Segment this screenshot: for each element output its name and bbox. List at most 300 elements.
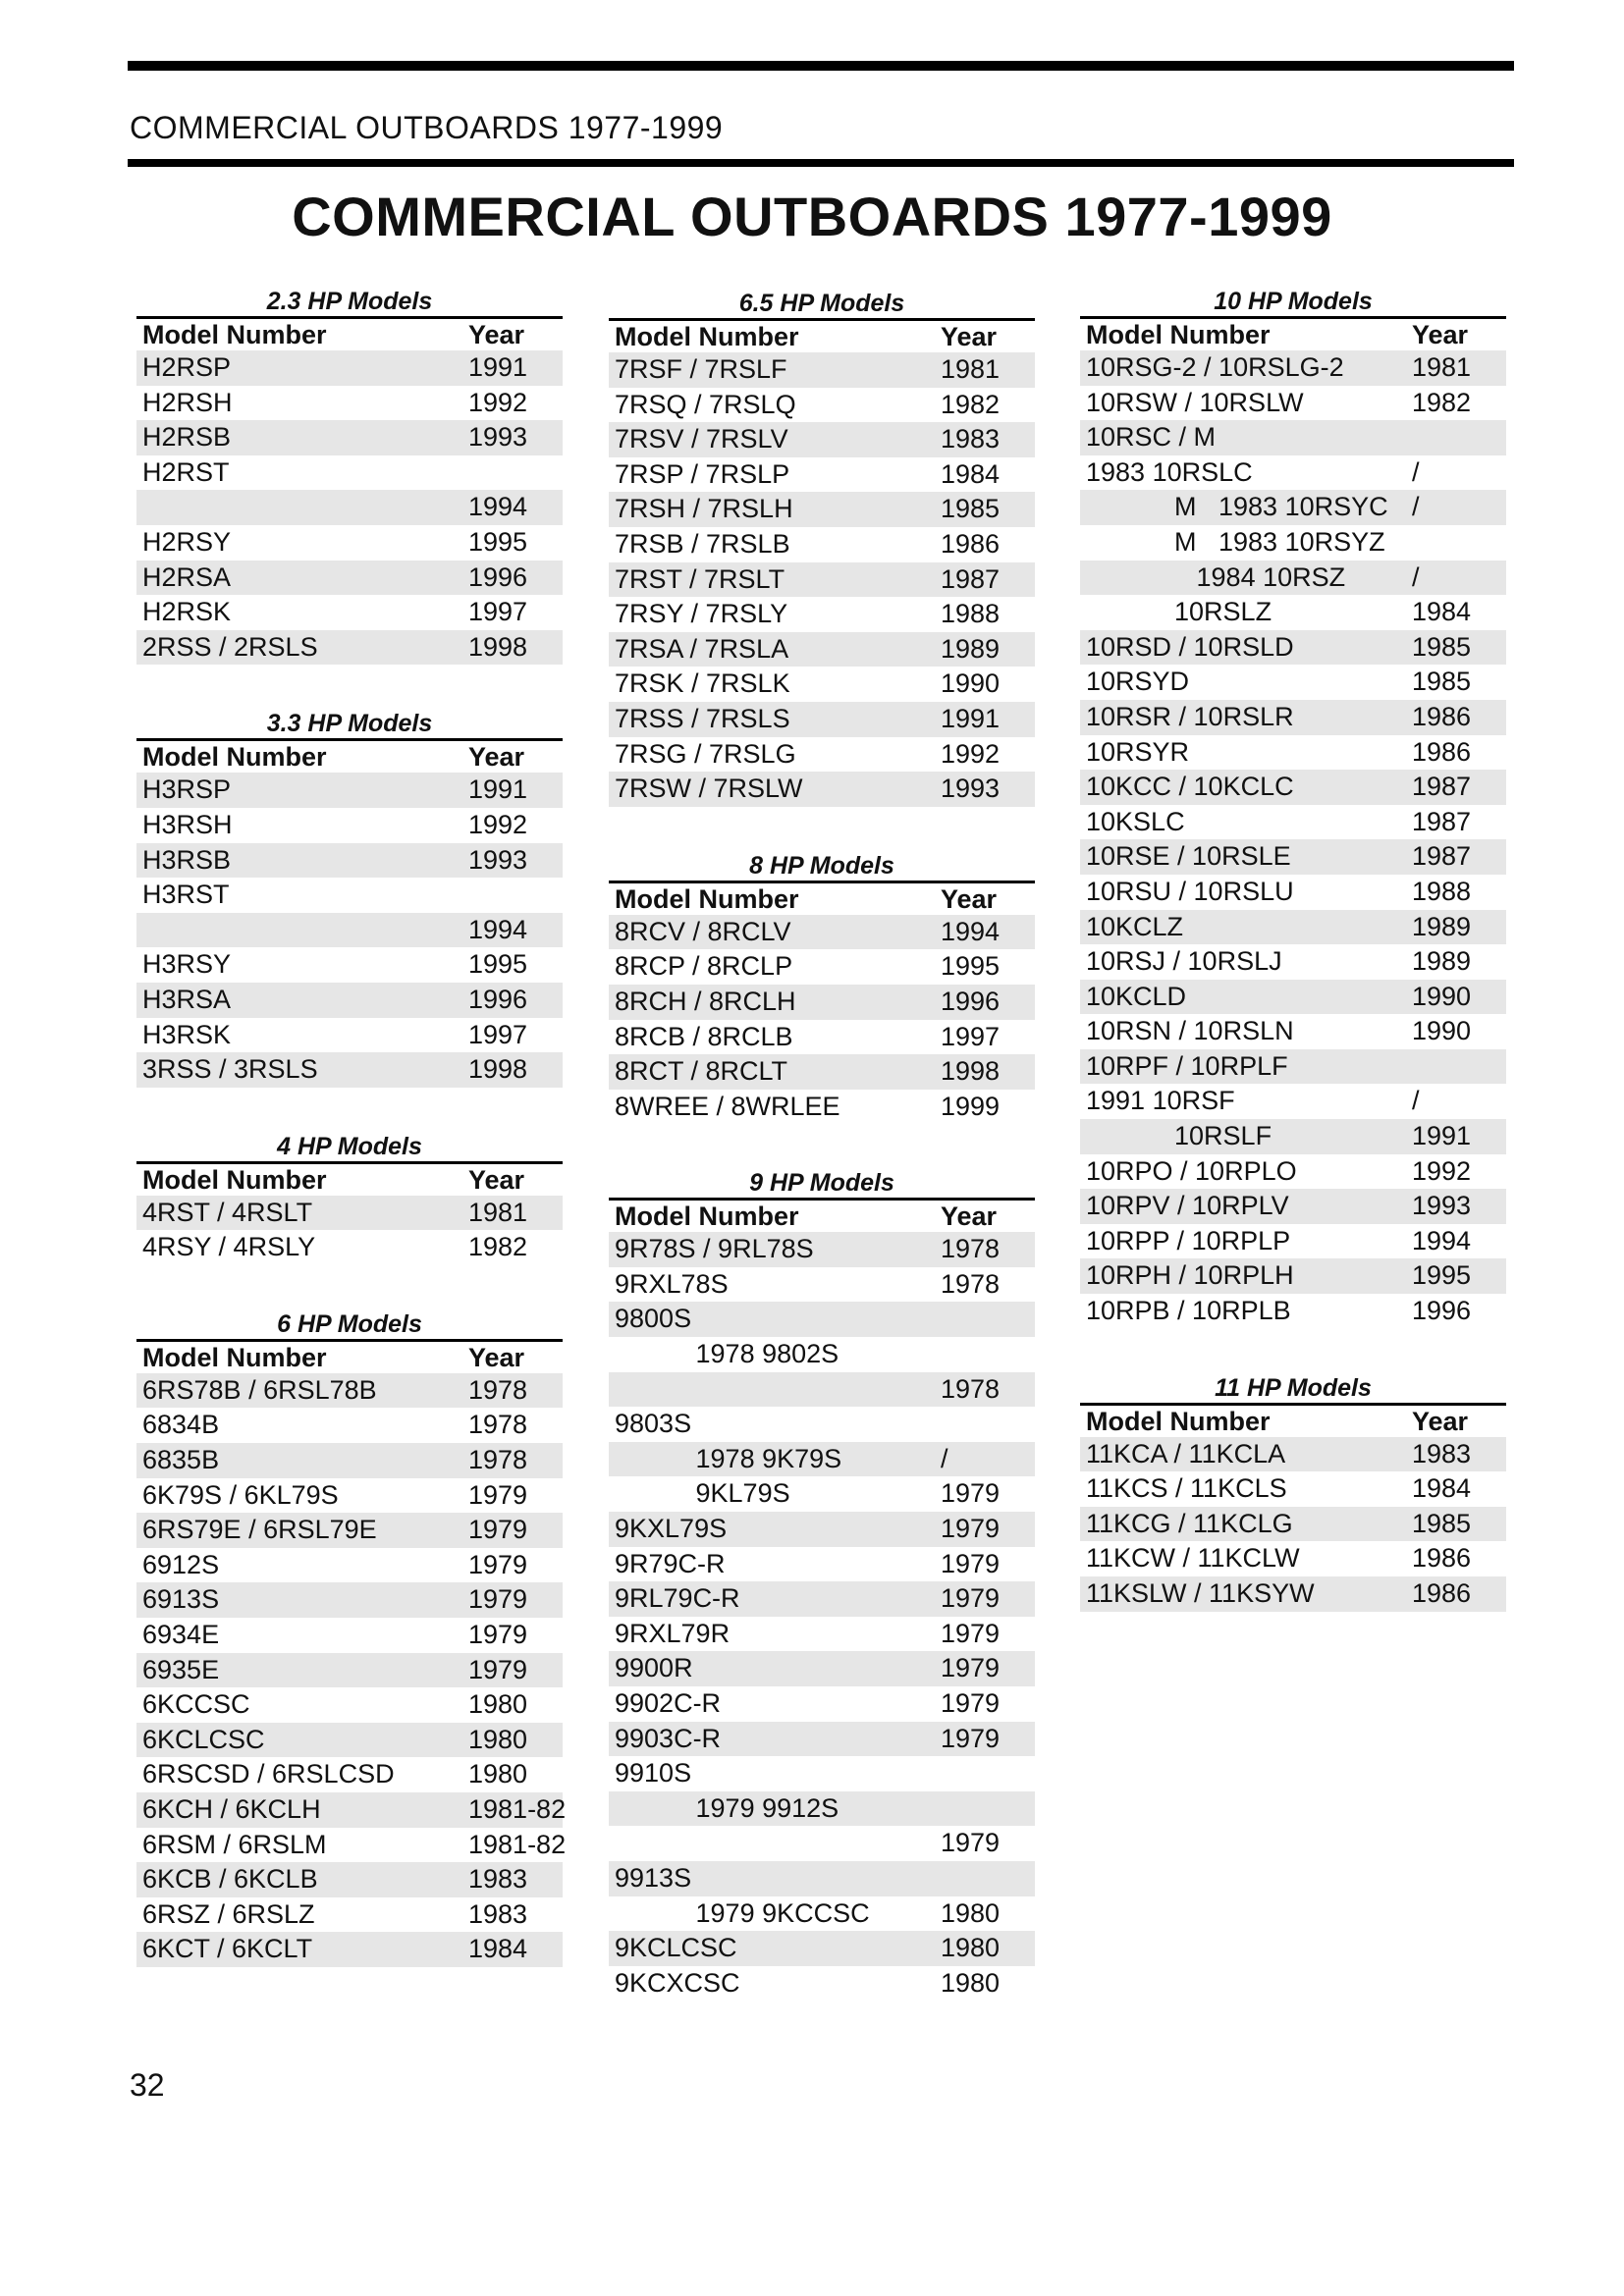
model-number-cell: 10RSD / 10RSLD <box>1086 631 1294 662</box>
table-row <box>136 1230 563 1265</box>
year-cell: 1984 <box>468 1934 528 1964</box>
model-number-cell: 4RSY / 4RSLY <box>142 1232 316 1262</box>
year-cell: 1986 <box>1412 736 1472 767</box>
model-number-cell: 9R79C-R <box>615 1548 726 1578</box>
table-row <box>1080 1119 1506 1154</box>
model-number-cell: 8RCP / 8RCLP <box>615 951 793 982</box>
header-year: Year <box>941 322 998 351</box>
year-cell: 1999 <box>941 1091 1001 1121</box>
model-number-cell: 10RSLZ <box>1086 597 1272 627</box>
table-row <box>136 1687 563 1723</box>
year-cell: 1979 <box>468 1515 528 1545</box>
table-row <box>609 1302 1035 1337</box>
model-number-cell <box>136 490 468 525</box>
year-cell: 1992 <box>468 387 528 417</box>
model-number-cell: 10RPP / 10RPLP <box>1086 1225 1291 1255</box>
year-cell: / <box>1412 1086 1420 1116</box>
model-number-cell: 9910S <box>615 1758 692 1789</box>
model-number-cell: H2RSK <box>142 597 232 627</box>
year-cell: 1990 <box>1412 1016 1472 1046</box>
year-cell <box>1412 525 1506 561</box>
table-row <box>136 1792 567 1828</box>
model-table <box>136 1132 563 1265</box>
table-row <box>1080 1437 1506 1472</box>
model-number-cell: 10RSYR <box>1086 736 1190 767</box>
column-1 <box>136 287 567 2011</box>
table-row <box>136 1513 563 1548</box>
year-cell: 1981 <box>1412 352 1472 382</box>
model-number-cell: 11KCG / 11KCLG <box>1086 1508 1293 1538</box>
year-cell: 1990 <box>941 668 1001 699</box>
table-row <box>1080 1084 1506 1119</box>
model-number-cell: 8RCT / 8RCLT <box>615 1056 788 1087</box>
table-row <box>1080 525 1506 561</box>
model-number-cell: 6RSM / 6RSLM <box>142 1829 327 1859</box>
year-cell: 1998 <box>941 1056 1001 1087</box>
model-number-cell: 7RSF / 7RSLF <box>615 354 787 384</box>
column-3 <box>1080 287 1506 1656</box>
table-row <box>609 1826 1035 1861</box>
table-row <box>609 1896 1035 1932</box>
table-row <box>609 1442 1035 1477</box>
table-row <box>136 1478 563 1514</box>
table-row <box>609 1020 1035 1055</box>
table-row <box>609 492 1035 527</box>
year-cell: 1978 <box>468 1445 528 1475</box>
table-row <box>1080 1507 1506 1542</box>
table-row <box>136 350 563 386</box>
table-row <box>136 1548 563 1583</box>
model-number-cell: 6912S <box>142 1549 220 1579</box>
model-number-cell: M 1983 10RSYC <box>1086 492 1388 522</box>
model-number-cell: 8RCB / 8RCLB <box>615 1021 793 1051</box>
year-cell: 1989 <box>941 633 1001 664</box>
model-number-cell: 10RSE / 10RSLE <box>1086 841 1291 872</box>
header-year: Year <box>468 320 525 349</box>
table-row <box>609 985 1035 1020</box>
year-cell: 1990 <box>1412 981 1472 1011</box>
table-row <box>136 1618 563 1653</box>
table-row <box>1080 875 1506 910</box>
model-number-cell: 10RPB / 10RPLB <box>1086 1296 1291 1326</box>
table-header <box>136 1339 563 1373</box>
model-number-cell: 1978 9K79S <box>615 1443 842 1473</box>
table-row <box>609 1512 1035 1547</box>
table-row <box>1080 805 1506 840</box>
year-cell: 1988 <box>941 599 1001 629</box>
model-number-cell: 6834B <box>142 1410 220 1440</box>
table-row <box>1080 455 1506 491</box>
table-row <box>609 1581 1035 1617</box>
table-row <box>136 947 563 983</box>
top-rule <box>128 61 1514 71</box>
table-row <box>609 562 1035 598</box>
model-number-cell: 1984 10RSZ <box>1086 561 1346 592</box>
year-cell: 1983 <box>468 1864 528 1895</box>
model-number-cell: 8RCH / 8RCLH <box>615 986 796 1016</box>
year-cell: 1979 <box>941 1478 1001 1509</box>
model-table <box>136 709 563 1087</box>
model-number-cell: H3RST <box>142 880 230 910</box>
table-row <box>136 1196 563 1231</box>
model-number-cell: H2RSP <box>142 352 232 382</box>
model-number-cell: 10RSN / 10RSLN <box>1086 1016 1294 1046</box>
year-cell: 1987 <box>1412 806 1472 836</box>
year-cell: 1985 <box>1412 667 1472 697</box>
model-number-cell: 2RSS / 2RSLS <box>142 631 318 662</box>
model-table <box>609 1168 1035 2001</box>
table-row <box>136 773 563 808</box>
model-number-cell: 10KCC / 10KCLC <box>1086 772 1294 802</box>
model-number-cell: 6KCH / 6KCLH <box>142 1794 321 1824</box>
model-table <box>1080 1373 1506 1612</box>
model-number-cell: 6RS78B / 6RSL78B <box>142 1374 377 1405</box>
table-row <box>1080 770 1506 805</box>
table-row <box>1080 1154 1506 1190</box>
table-row <box>136 1757 563 1792</box>
table-row <box>136 1018 563 1053</box>
model-number-cell: 7RSV / 7RSLV <box>615 424 788 454</box>
table-row <box>1080 1189 1506 1224</box>
header-year: Year <box>1412 1406 1469 1436</box>
model-number-cell: 8RCV / 8RCLV <box>615 916 791 946</box>
year-cell: 1994 <box>468 914 528 944</box>
table-header <box>609 318 1035 352</box>
table-row <box>1080 595 1506 630</box>
table-row <box>136 525 563 561</box>
table-row <box>609 457 1035 493</box>
table-row <box>609 1372 1035 1408</box>
model-number-cell: 7RSW / 7RSLW <box>615 774 803 804</box>
table-row <box>609 1617 1035 1652</box>
model-number-cell: H3RSY <box>142 949 232 980</box>
model-number-cell: 10RSJ / 10RSLJ <box>1086 946 1282 977</box>
year-cell: 1979 <box>468 1620 528 1650</box>
header-year: Year <box>468 742 525 773</box>
year-cell: 1997 <box>468 597 528 627</box>
header-model-number: Model Number <box>615 1201 799 1232</box>
model-number-cell: H2RSH <box>142 387 233 417</box>
year-cell: 1978 <box>468 1374 528 1405</box>
page-number: 32 <box>130 2067 165 2103</box>
table-header <box>609 1198 1035 1232</box>
model-number-cell: 11KCA / 11KCLA <box>1086 1438 1286 1468</box>
year-cell: 1979 <box>941 1583 1001 1614</box>
model-number-cell: H3RSB <box>142 844 232 875</box>
year-cell: 1986 <box>1412 1578 1472 1608</box>
table-row <box>609 737 1035 773</box>
table-row <box>1080 700 1506 735</box>
header-model-number: Model Number <box>1086 1406 1271 1436</box>
table-row <box>136 1443 563 1478</box>
table-row <box>609 1686 1035 1722</box>
model-number-cell: 7RSY / 7RSLY <box>615 599 788 629</box>
table-row <box>136 561 563 596</box>
year-cell: 1984 <box>941 458 1001 489</box>
year-cell <box>941 1756 1035 1791</box>
year-cell: 1979 <box>468 1654 528 1684</box>
header-year: Year <box>1412 320 1469 349</box>
model-number-cell: 7RSP / 7RSLP <box>615 458 790 489</box>
year-cell: 1994 <box>468 492 528 522</box>
table-row <box>136 983 563 1018</box>
year-cell: 1980 <box>941 1897 1001 1928</box>
model-number-cell: 3RSS / 3RSLS <box>142 1054 318 1085</box>
model-number-cell: 9KCXCSC <box>615 1967 740 1998</box>
table-caption: 4 HP Models <box>277 1132 422 1160</box>
header-model-number: Model Number <box>615 322 799 351</box>
model-number-cell: 7RSA / 7RSLA <box>615 633 789 664</box>
year-cell: 1995 <box>941 951 1001 982</box>
table-row <box>609 1931 1035 1966</box>
running-header: COMMERCIAL OUTBOARDS 1977-1999 <box>130 110 724 145</box>
model-table <box>136 1309 567 1967</box>
year-cell: 1992 <box>941 738 1001 769</box>
model-number-cell: 10RSG-2 / 10RSLG-2 <box>1086 352 1344 382</box>
model-number-cell <box>609 1826 941 1861</box>
year-cell: 1991 <box>941 703 1001 733</box>
year-cell: 1991 <box>468 352 528 382</box>
year-cell: 1980 <box>941 1967 1001 1998</box>
year-cell: 1980 <box>468 1689 528 1720</box>
model-number-cell: 10RSR / 10RSLR <box>1086 701 1294 731</box>
year-cell: 1979 <box>941 1653 1001 1683</box>
year-cell <box>468 878 563 913</box>
model-number-cell: 11KCS / 11KCLS <box>1086 1473 1287 1504</box>
table-row <box>609 1232 1035 1267</box>
header-model-number: Model Number <box>142 742 327 773</box>
model-number-cell: 10RSW / 10RSLW <box>1086 387 1304 417</box>
table-row <box>609 632 1035 667</box>
year-cell: 1997 <box>468 1019 528 1049</box>
table-row <box>136 1723 563 1758</box>
table-row <box>609 772 1035 807</box>
table-caption: 6 HP Models <box>277 1309 422 1338</box>
table-row <box>609 1861 1035 1896</box>
table-row <box>136 808 563 843</box>
year-cell: / <box>941 1443 948 1473</box>
table-header <box>1080 316 1506 350</box>
model-number-cell: H2RSA <box>142 561 232 592</box>
model-number-cell: 8WREE / 8WRLEE <box>615 1091 840 1121</box>
table-row <box>609 1476 1035 1512</box>
table-caption: 11 HP Models <box>1215 1373 1372 1402</box>
year-cell <box>1412 420 1506 455</box>
year-cell: 1981 <box>468 1197 528 1227</box>
model-number-cell <box>136 913 468 948</box>
table-row <box>136 595 563 630</box>
header-model-number: Model Number <box>142 320 327 349</box>
model-number-cell: H2RSB <box>142 422 232 453</box>
year-cell: 1979 <box>941 1828 1001 1858</box>
table-header <box>609 881 1035 915</box>
model-number-cell: H2RST <box>142 456 230 487</box>
table-row <box>1080 1576 1506 1612</box>
year-cell: 1995 <box>468 526 528 557</box>
year-cell: / <box>1412 492 1420 522</box>
year-cell: 1985 <box>941 494 1001 524</box>
table-row <box>136 630 563 666</box>
model-number-cell: 6RSCSD / 6RSLCSD <box>142 1759 395 1789</box>
table-row <box>1080 910 1506 945</box>
table-row <box>1080 1224 1506 1259</box>
table-caption: 6.5 HP Models <box>738 290 905 317</box>
year-cell: 1979 <box>468 1584 528 1615</box>
model-number-cell: 10KSLC <box>1086 806 1185 836</box>
year-cell: / <box>1412 456 1420 487</box>
table-row <box>136 1408 563 1443</box>
table-row <box>1080 735 1506 771</box>
table-row <box>1080 1014 1506 1049</box>
header-model-number: Model Number <box>615 883 799 914</box>
model-number-cell: 9RL79C-R <box>615 1583 740 1614</box>
model-number-cell <box>609 1372 941 1408</box>
model-number-cell: 10RSYD <box>1086 667 1190 697</box>
table-row <box>609 1791 1035 1827</box>
model-number-cell: 6KCT / 6KCLT <box>142 1934 313 1964</box>
table-caption: 9 HP Models <box>749 1169 894 1198</box>
model-number-cell: 9803S <box>615 1409 692 1439</box>
table-row <box>1080 839 1506 875</box>
model-number-cell: 10RSU / 10RSLU <box>1086 876 1294 906</box>
year-cell: 1982 <box>468 1232 528 1262</box>
year-cell: 1989 <box>1412 946 1472 977</box>
table-row <box>136 490 563 525</box>
table-row <box>136 843 563 879</box>
year-cell: 1996 <box>468 561 528 592</box>
table-row <box>609 1547 1035 1582</box>
year-cell: 1979 <box>468 1549 528 1579</box>
model-number-cell: 6KCB / 6KCLB <box>142 1864 318 1895</box>
year-cell: 1996 <box>468 984 528 1014</box>
table-row <box>609 915 1035 950</box>
year-cell: 1987 <box>1412 841 1472 872</box>
year-cell: 1986 <box>1412 701 1472 731</box>
table-row <box>136 913 563 948</box>
model-number-cell: 7RSH / 7RSLH <box>615 494 793 524</box>
table-row <box>136 1582 563 1618</box>
table-row <box>1080 980 1506 1015</box>
column-2 <box>609 289 1035 2045</box>
table-row <box>609 527 1035 562</box>
model-number-cell: 7RSB / 7RSLB <box>615 528 790 559</box>
header-model-number: Model Number <box>1086 320 1271 349</box>
table-row <box>609 949 1035 985</box>
table-row <box>609 1651 1035 1686</box>
year-cell <box>941 1791 1035 1827</box>
table-caption: 2.3 HP Models <box>266 288 433 315</box>
table-row <box>1080 665 1506 700</box>
year-cell: 1978 <box>941 1268 1001 1299</box>
model-number-cell: 1979 9912S <box>615 1792 839 1823</box>
year-cell: 1993 <box>1412 1191 1472 1221</box>
table-row <box>609 597 1035 632</box>
year-cell: 1992 <box>468 809 528 839</box>
table-header <box>136 738 563 773</box>
year-cell: 1979 <box>468 1479 528 1510</box>
model-number-cell: 9800S <box>615 1304 692 1334</box>
table-row <box>1080 561 1506 596</box>
year-cell: 1991 <box>1412 1121 1472 1151</box>
year-cell: 1983 <box>1412 1438 1472 1468</box>
model-number-cell: 6913S <box>142 1584 220 1615</box>
table-row <box>609 702 1035 737</box>
model-number-cell: 10RPV / 10RPLV <box>1086 1191 1289 1221</box>
year-cell: 1980 <box>941 1933 1001 1963</box>
header-rule <box>128 159 1514 167</box>
model-number-cell: H3RSK <box>142 1019 232 1049</box>
model-number-cell: 4RST / 4RSLT <box>142 1197 313 1227</box>
table-row <box>609 352 1035 388</box>
model-number-cell: 10RPO / 10RPLO <box>1086 1155 1297 1186</box>
table-row <box>1080 1258 1506 1294</box>
year-cell: 1984 <box>1412 1473 1472 1504</box>
table-row <box>609 388 1035 423</box>
year-cell: 1981 <box>941 354 1001 384</box>
table-row <box>136 878 563 913</box>
year-cell: 1983 <box>941 424 1001 454</box>
year-cell: 1982 <box>941 389 1001 419</box>
table-row <box>609 1722 1035 1757</box>
year-cell: 1985 <box>1412 1508 1472 1538</box>
header-model-number: Model Number <box>142 1164 327 1195</box>
table-row <box>1080 630 1506 666</box>
year-cell: 1991 <box>468 774 528 805</box>
model-number-cell: 10KCLZ <box>1086 911 1184 941</box>
table-row <box>1080 1471 1506 1507</box>
year-cell: 1979 <box>941 1548 1001 1578</box>
model-number-cell: 7RSQ / 7RSLQ <box>615 389 796 419</box>
table-row <box>136 1373 563 1409</box>
year-cell: 1978 <box>941 1373 1001 1404</box>
year-cell: 1998 <box>468 1054 528 1085</box>
table-row <box>1080 944 1506 980</box>
year-cell: 1981-82 <box>468 1829 567 1859</box>
year-cell <box>468 455 563 491</box>
model-number-cell: 11KSLW / 11KSYW <box>1086 1578 1315 1608</box>
year-cell: 1997 <box>941 1021 1001 1051</box>
model-number-cell: 11KCW / 11KCLW <box>1086 1543 1300 1574</box>
model-number-cell: 6RSZ / 6RSLZ <box>142 1898 315 1929</box>
year-cell: 1988 <box>1412 876 1472 906</box>
model-number-cell: 9KCLCSC <box>615 1933 737 1963</box>
table-row <box>1080 1049 1506 1085</box>
year-cell: 1993 <box>941 774 1001 804</box>
year-cell: 1981-82 <box>468 1794 567 1824</box>
table-header <box>1080 1403 1506 1437</box>
year-cell <box>941 1337 1035 1372</box>
year-cell: 1996 <box>941 986 1001 1016</box>
table-row <box>609 1337 1035 1372</box>
table-caption: 8 HP Models <box>749 851 894 880</box>
model-number-cell: 9R78S / 9RL78S <box>615 1234 814 1264</box>
model-number-cell: 6935E <box>142 1654 220 1684</box>
model-table <box>609 851 1035 1125</box>
year-cell: 1980 <box>468 1759 528 1789</box>
table-caption: 10 HP Models <box>1214 288 1373 315</box>
model-number-cell: 6K79S / 6KL79S <box>142 1479 339 1510</box>
table-row <box>136 455 563 491</box>
table-header <box>136 316 563 350</box>
year-cell: 1980 <box>468 1724 528 1754</box>
model-number-cell: 1978 9802S <box>615 1339 839 1369</box>
model-number-cell: 6RS79E / 6RSL79E <box>142 1515 377 1545</box>
table-row <box>609 1054 1035 1090</box>
model-number-cell: 7RSG / 7RSLG <box>615 738 796 769</box>
year-cell: 1994 <box>941 916 1001 946</box>
model-number-cell: H3RSP <box>142 774 232 805</box>
model-number-cell: M 1983 10RSYZ <box>1086 526 1385 557</box>
